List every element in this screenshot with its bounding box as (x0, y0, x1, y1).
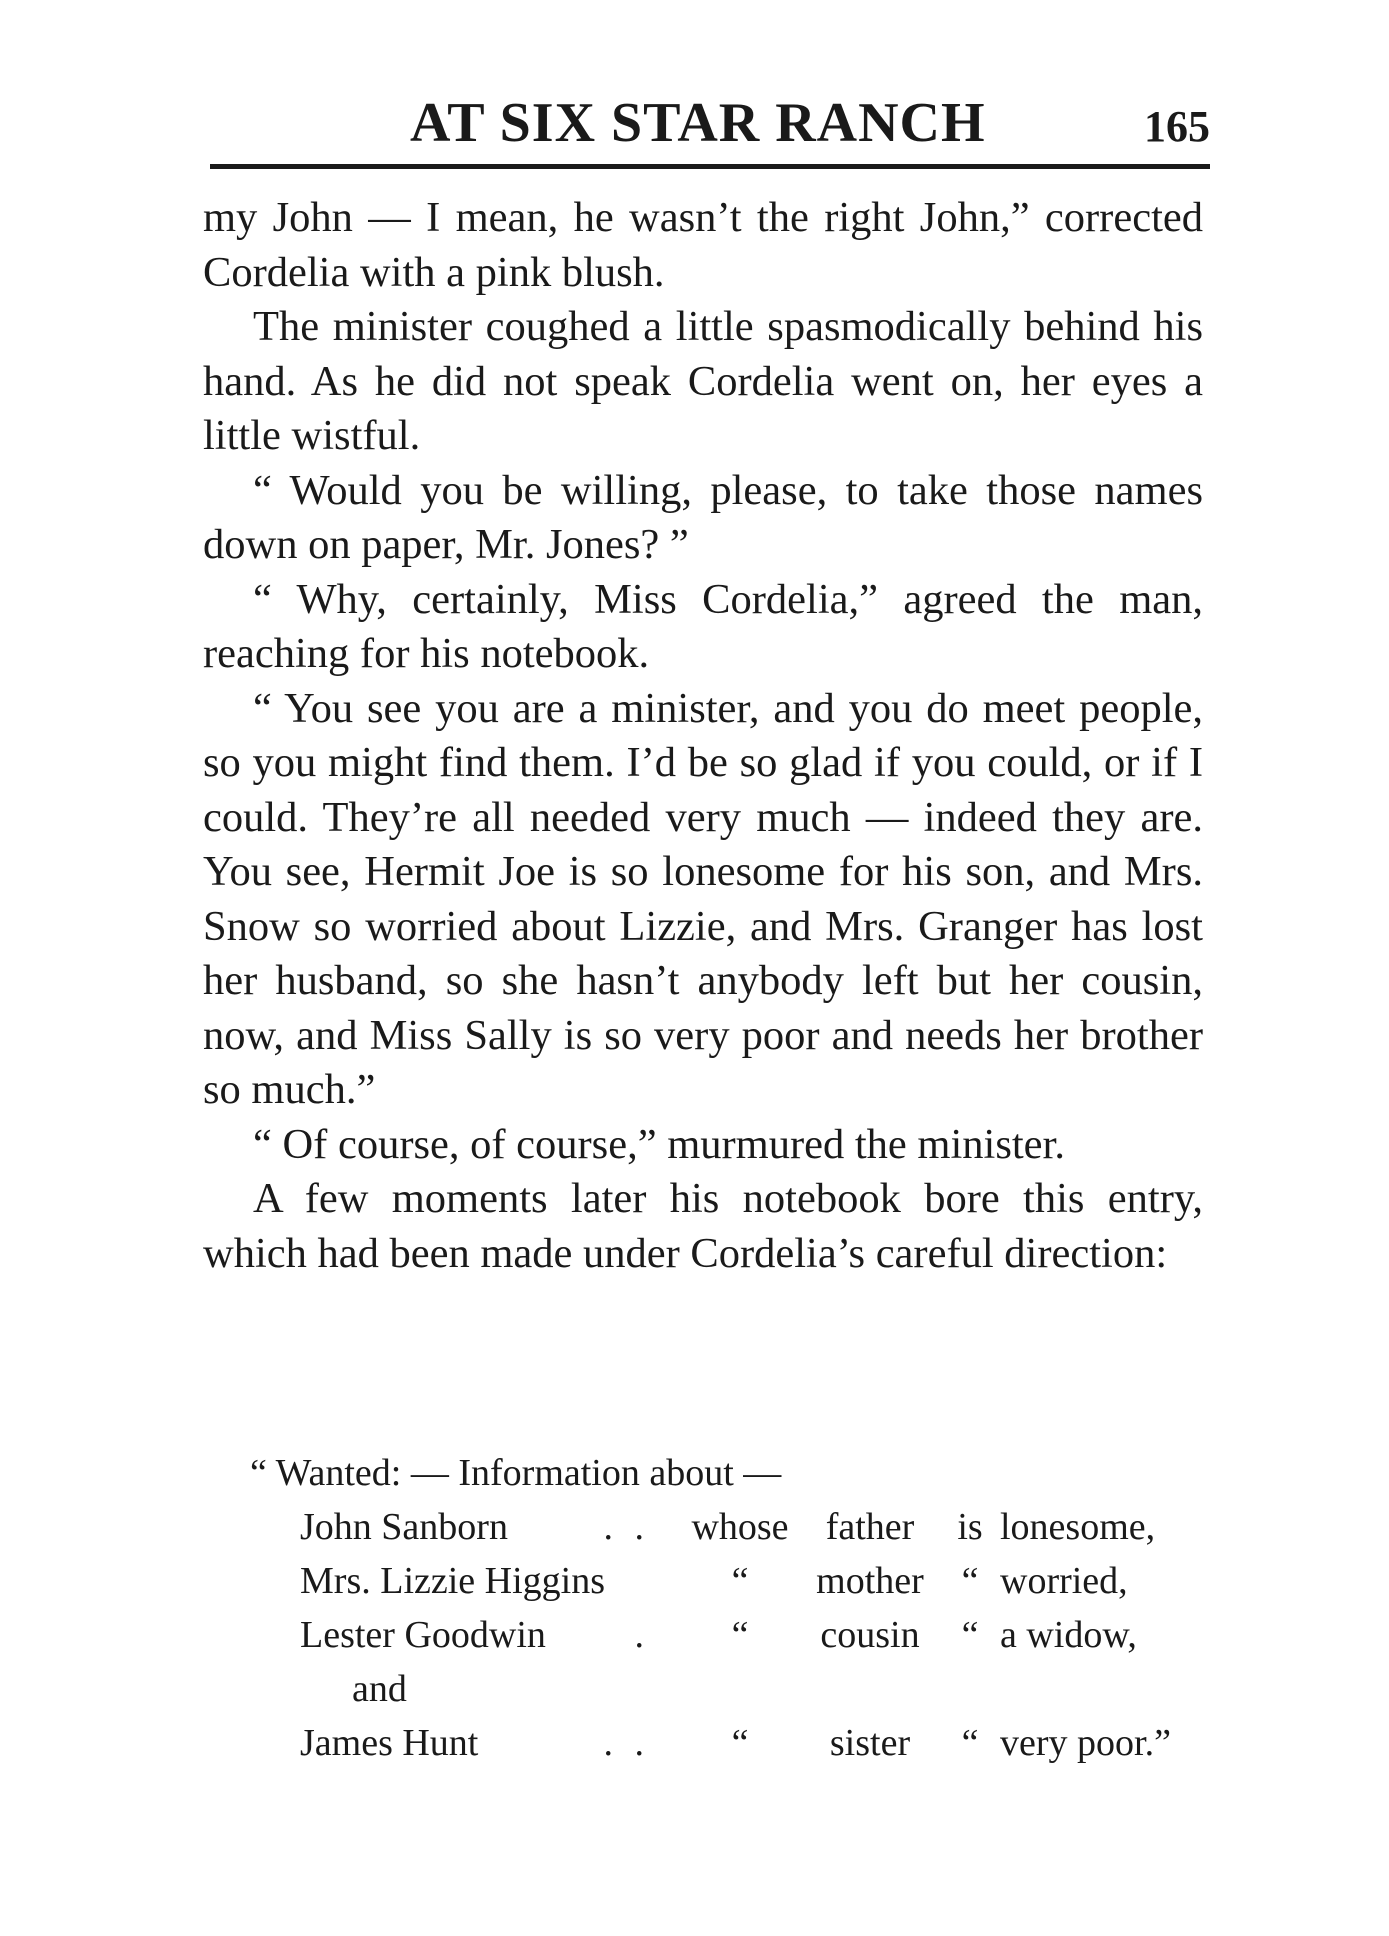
running-title: AT SIX STAR RANCH (410, 92, 986, 154)
entry-state: lonesome, (1000, 1506, 1156, 1548)
entry-relation: “ (731, 1560, 749, 1602)
entry-state: worried, (1000, 1560, 1128, 1602)
entry-kin: sister (829, 1722, 911, 1764)
body-text (203, 191, 1203, 1281)
entry-leader: . . (603, 1722, 650, 1764)
entry-row (300, 1554, 1210, 1608)
entry-relation: “ (731, 1722, 749, 1764)
entry-conjunction-row (300, 1662, 1210, 1716)
notice-heading: “ Wanted: — Information about — (250, 1452, 782, 1494)
entry-verb: “ (961, 1614, 979, 1656)
notebook-entry (250, 1446, 1210, 1770)
entry-verb: “ (961, 1560, 979, 1602)
entry-name: Mrs. Lizzie Higgins (300, 1560, 606, 1602)
entry-leader: . . (603, 1506, 650, 1548)
entry-name: James Hunt (300, 1722, 479, 1764)
page-number: 165 (1144, 102, 1210, 151)
entry-leader: . (634, 1614, 650, 1656)
header-rule (210, 164, 1210, 169)
entry-verb: is (957, 1506, 983, 1548)
entry-name: John Sanborn (300, 1506, 508, 1548)
entry-kin: mother (816, 1560, 924, 1602)
running-head (210, 88, 1210, 158)
paragraph: “ Of course, of course,” murmured the minister. (253, 1120, 1065, 1168)
entry-conjunction: and (352, 1668, 407, 1710)
paragraph: A few moments later his notebook bore this entry, which had been made under Cordelia’s careful direction: (203, 1175, 1203, 1277)
entry-row (300, 1500, 1210, 1554)
entry-state: a widow, (1000, 1614, 1137, 1656)
entry-relation: “ (731, 1614, 749, 1656)
entry-row (300, 1608, 1210, 1662)
entry-row (300, 1716, 1210, 1770)
entry-relation: whose (691, 1506, 789, 1548)
entry-verb: “ (961, 1722, 979, 1764)
entry-name: Lester Goodwin (300, 1614, 546, 1656)
entry-list (300, 1500, 1210, 1770)
paragraph: The minister coughed a little spasmodically behind his hand. As he did not speak Cordelia went on, her eyes a little wistful. (203, 303, 1203, 459)
entry-state: very poor.” (1000, 1722, 1171, 1764)
entry-kin: cousin (820, 1614, 920, 1656)
entry-kin: father (825, 1506, 915, 1548)
paragraph: my John — I mean, he wasn’t the right John,” corrected Cordelia with a pink blush. (203, 194, 1203, 296)
paragraph: “ Would you be willing, please, to take those names down on paper, Mr. Jones? ” (203, 466, 1203, 568)
paragraph: “ Why, certainly, Miss Cordelia,” agreed the man, reaching for his notebook. (203, 575, 1203, 677)
paragraph: “ You see you are a minister, and you do meet people, so you might find them. I’d be so glad if you could, or if I could. They’re all needed very much — indeed they are. You see, Hermit Joe is so lonesome for his son, and Mrs. Snow so worried about Lizzie, and Mrs. Granger has lost her husband, so she hasn’t anybody left but her cousin, now, and Miss Sally is so very poor and needs her brother so much.” (203, 684, 1203, 1113)
